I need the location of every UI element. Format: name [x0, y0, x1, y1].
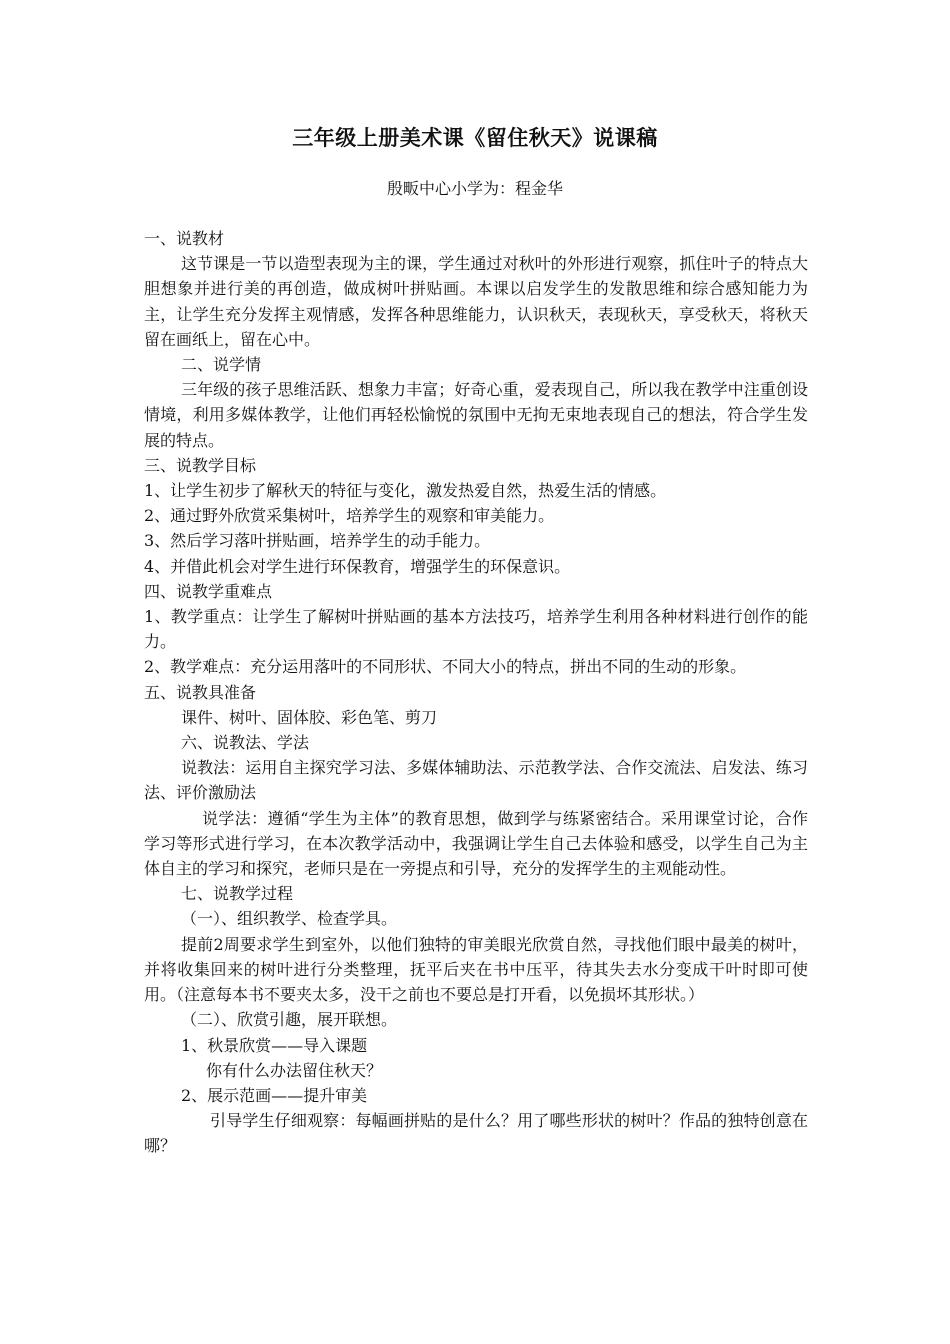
document-body: [144, 226, 808, 1159]
section-heading: 四、说教学重难点: [144, 581, 273, 601]
paragraph: 说教法：运用自主探究学习法、多媒体辅助法、示范教学法、合作交流法、启发法、练习法、评价激励法: [144, 758, 808, 803]
paragraph: 三年级的孩子思维活跃、想象力丰富；好奇心重，爱表现自己，所以我在教学中注重创设情境，利用多媒体教学，让他们再轻松愉悦的氛围中无拘无束地表现自己的想法，符合学生发展的特点。: [144, 380, 808, 450]
paragraph: 这节课是一节以造型表现为主的课，学生通过对秋叶的外形进行观察，抓住叶子的特点大胆想象并进行美的再创造，做成树叶拼贴画。本课以启发学生的发散思维和综合感知能力为主，让学生充分发挥主观情感，发挥各种思维能力，认识秋天，表现秋天，享受秋天，将秋天留在画纸上，留在心中。: [144, 254, 808, 349]
list-item: 1、秋景欣赏——导入课题: [181, 1035, 368, 1055]
list-item: 1、教学重点：让学生了解树叶拼贴画的基本方法技巧，培养学生利用各种材料进行创作的能力。: [144, 607, 808, 652]
section-heading: 一、说教材: [144, 229, 225, 248]
list-item: 4、并借此机会对学生进行环保教育，增强学生的环保意识。: [144, 556, 571, 576]
paragraph: 提前2周要求学生到室外，以他们独特的审美眼光欣赏自然，寻找他们眼中最美的树叶，并将收集回来的树叶进行分类整理，抚平后夹在书中压平，待其失去水分变成干叶时即可使用。（注意每本书不要夹太多，没干之前也不要总是打开看，以免损坏其形状。）: [144, 934, 808, 1005]
list-item: 1、让学生初步了解秋天的特征与变化，激发热爱自然，热爱生活的情感。: [144, 481, 667, 501]
list-item: 2、通过野外欣赏采集树叶，培养学生的观察和审美能力。: [144, 506, 555, 526]
section-heading: 五、说教具准备: [144, 682, 257, 702]
list-item: 2、教学难点：充分运用落叶的不同形状、不同大小的特点，拼出不同的生动的形象。: [144, 657, 747, 677]
document-title: 三年级上册美术课《留住秋天》说课稿: [292, 126, 658, 150]
paragraph: 说学法：遵循“学生为主体”的教育思想，做到学与练紧密结合。采用课堂讨论，合作学习等形式进行学习，在本次教学活动中，我强调让学生自己去体验和感受，以学生自己为主体自主的学习和探究，老师只是在一旁提点和引导，充分的发挥学生的主观能动性。: [144, 808, 808, 879]
subsection-heading: （二）、欣赏引趣，展开联想。: [181, 1010, 398, 1030]
section-heading: 二、说学情: [181, 355, 262, 375]
list-item: 2、展示范画——提升审美: [181, 1085, 368, 1105]
section-heading: 六、说教法、学法: [181, 733, 310, 753]
paragraph: 引导学生仔细观察：每幅画拼贴的是什么？用了哪些形状的树叶？作品的独特创意在哪？: [144, 1111, 808, 1156]
section-heading: 七、说教学过程: [181, 884, 294, 904]
section-heading: 三、说教学目标: [144, 455, 257, 475]
list-item: 3、然后学习落叶拼贴画，培养学生的动手能力。: [144, 531, 491, 551]
paragraph: 你有什么办法留住秋天？: [206, 1060, 383, 1080]
author-line: 殷畈中心小学为：程金华: [386, 179, 563, 198]
subsection-heading: （一）、组织教学、检查学具。: [181, 909, 398, 929]
paragraph: 课件、树叶、固体胶、彩色笔、剪刀: [181, 707, 438, 727]
